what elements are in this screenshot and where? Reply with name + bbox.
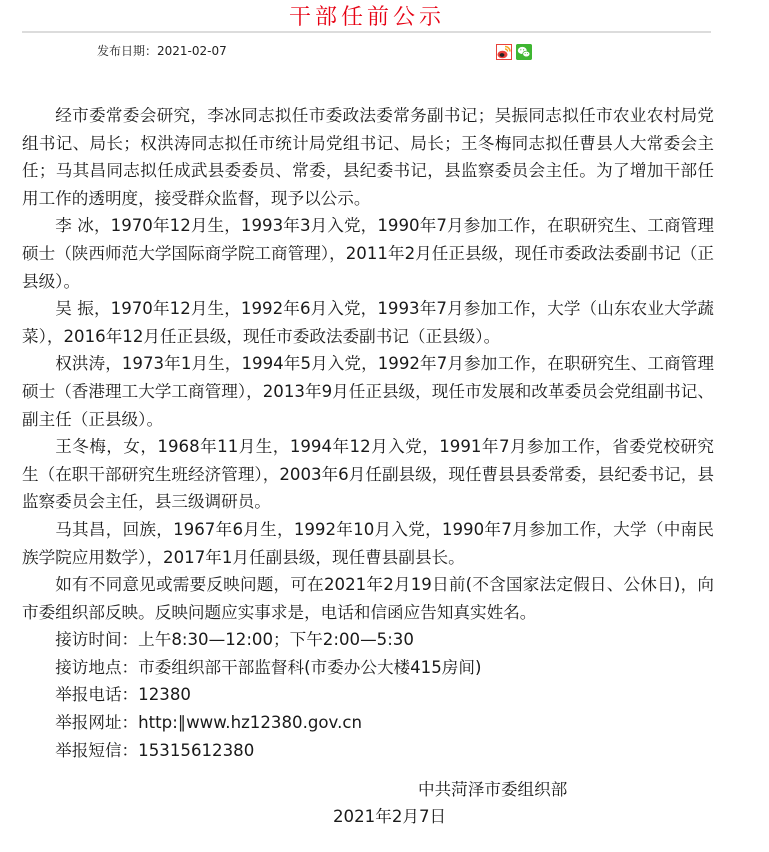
publish-date-label: 发布日期：: [97, 44, 158, 58]
contact-label: 接访地点：: [55, 657, 139, 677]
feedback-paragraph: 如有不同意见或需要反映问题，可在2021年2月19日前(不含国家法定假日、公休日)，向市委组织部反映。反映问题应实事求是，电话和信函应告知真实姓名。: [22, 575, 714, 622]
intro-paragraph: 经市委常委会研究，李冰同志拟任市委政法委常务副书记；吴振同志拟任市农业农村局党组书记、局长；权洪涛同志拟任市统计局党组书记、局长；王冬梅同志拟任曹县人大常委会主任；马其昌同志拟任成武县委委员、常委，县纪委书记，县监察委员会主任。为了增加干部任用工作的透明度，接受群众监督，现予以公示。: [22, 106, 714, 208]
wechat-icon[interactable]: [516, 44, 532, 60]
candidate-paragraph-wu-zhen: 吴 振，1970年12月生，1992年6月入党，1993年7月参加工作，大学（山东农业大学蔬菜），2016年12月任正县级，现任市委政法委副书记（正县级）。: [22, 299, 714, 346]
contact-label: 举报电话：: [55, 685, 139, 705]
contact-label: 举报网址：: [55, 713, 139, 733]
contact-value: 市委组织部干部监督科(市委办公大楼415房间): [138, 657, 482, 677]
title-divider: [22, 31, 711, 33]
article-body: [22, 102, 714, 764]
contact-visit-time: [22, 626, 714, 654]
candidate-paragraph-ma-qichang: 马其昌，回族，1967年6月生，1992年10月入党，1990年7月参加工作，大学（中南民族学院应用数学），2017年1月任副县级，现任曹县副县长。: [22, 519, 714, 567]
weibo-icon[interactable]: [496, 44, 512, 60]
contact-report-sms: [22, 737, 714, 765]
signature-date: 2021年2月7日: [333, 807, 447, 826]
share-bar: [496, 44, 532, 60]
page-title: 干部任前公示: [288, 5, 445, 30]
candidate-paragraph-wang-dongmei: 王冬梅，女，1968年11月生，1994年12月入党，1991年7月参加工作，省委党校研究生（在职干部研究生班经济管理），2003年6月任副县级，现任曹县县委常委，县纪委书记，县监察委员会主任，县三级调研员。: [22, 437, 714, 512]
contact-value: http:∥www.hz12380.gov.cn: [138, 713, 362, 733]
contact-value: 上午8:30—12:00；下午2:00—5:30: [138, 630, 414, 650]
contact-label: 举报短信：: [55, 740, 139, 760]
candidate-paragraph-quan-hongtao: 权洪涛，1973年1月生，1994年5月入党，1992年7月参加工作，在职研究生、工商管理硕士（香港理工大学工商管理），2013年9月任正县级，现任市发展和改革委员会党组副书记、副主任（正县级）。: [22, 354, 714, 429]
contact-visit-location: [22, 654, 714, 682]
contact-report-phone: [22, 681, 714, 709]
publish-date-value: 2021-02-07: [157, 44, 227, 58]
contact-report-website: [22, 709, 714, 737]
contact-value: 15315612380: [138, 740, 255, 760]
signature-organization: 中共菏泽市委组织部: [418, 780, 568, 799]
candidate-paragraph-li-bing: 李 冰，1970年12月生，1993年3月入党，1990年7月参加工作，在职研究生、工商管理硕士（陕西师范大学国际商学院工商管理），2011年2月任正县级，现任市委政法委副书记（正县级）。: [22, 216, 714, 291]
contact-label: 接访时间：: [55, 630, 139, 650]
publish-date: [97, 43, 227, 59]
contact-value: 12380: [138, 685, 191, 705]
